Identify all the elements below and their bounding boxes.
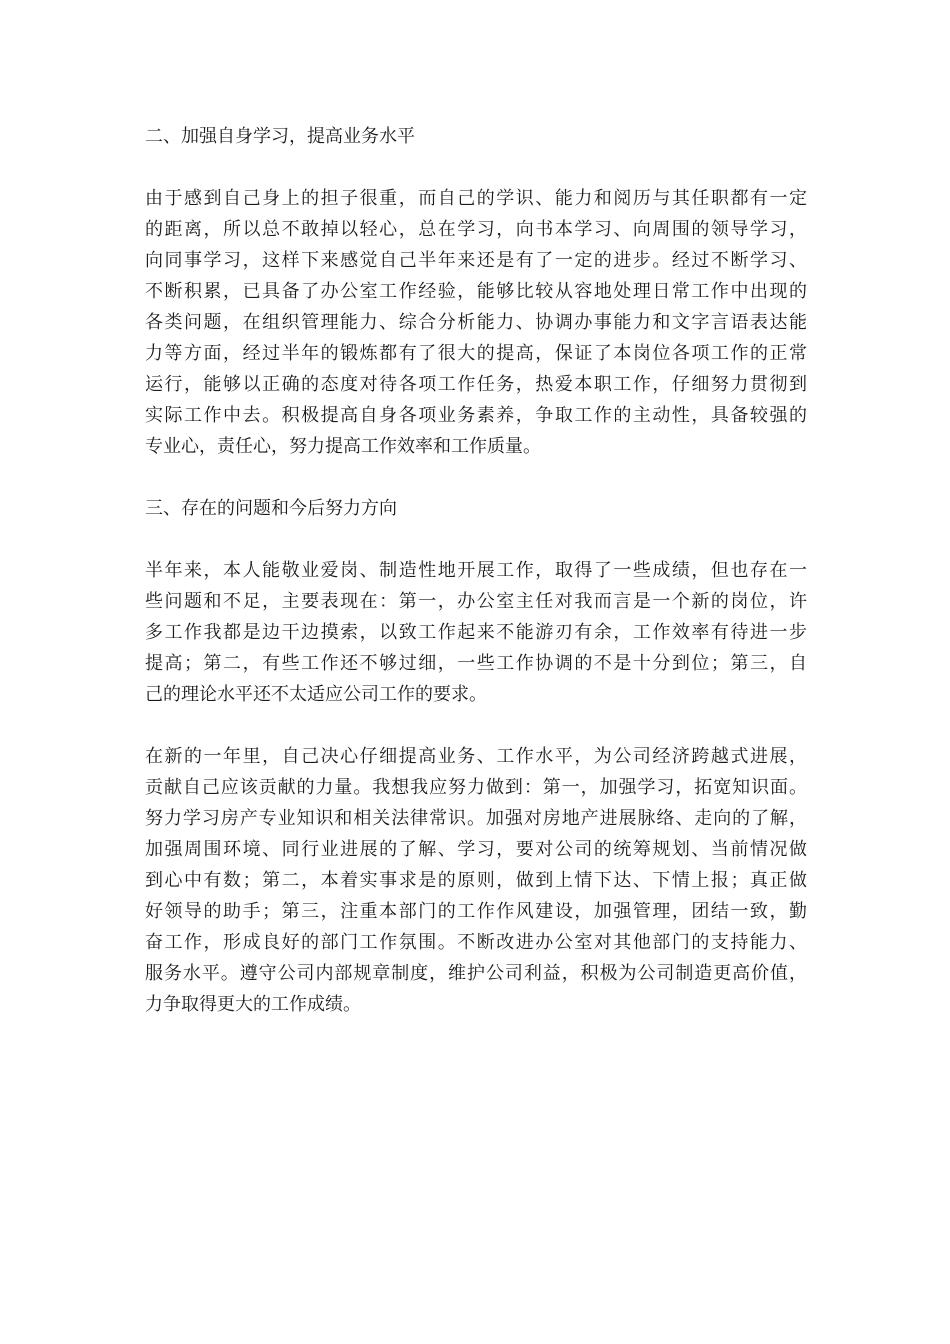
text-line: 运行，能够以正确的态度对待各项工作任务，热爱本职工作，仔细努力贯彻到 (145, 374, 807, 395)
section-heading: 三、存在的问题和今后努力方向 (145, 498, 397, 519)
text-line: 向同事学习，这样下来感觉自己半年来还是有了一定的进步。经过不断学习、 (145, 250, 807, 271)
spacer (145, 524, 807, 555)
paragraph (145, 555, 807, 710)
text-line: 专业心，责任心，努力提高工作效率和工作质量。 (145, 436, 541, 457)
text-line: 多工作我都是边干边摸索，以致工作起来不能游刃有余，工作效率有待进一步 (145, 622, 807, 643)
spacer (145, 152, 807, 183)
text-line: 奋工作，形成良好的部门工作氛围。不断改进办公室对其他部门的支持能力、 (145, 932, 807, 953)
text-line: 在新的一年里，自己决心仔细提高业务、工作水平，为公司经济跨越式进展， (145, 746, 807, 767)
text-line: 力等方面，经过半年的锻炼都有了很大的提高，保证了本岗位各项工作的正常 (145, 343, 807, 364)
text-line: 努力学习房产专业知识和相关法律常识。加强对房地产进展脉络、走向的了解， (145, 808, 807, 829)
paragraph (145, 183, 807, 462)
text-line: 力争取得更大的工作成绩。 (145, 994, 361, 1015)
text-line: 贡献自己应该贡献的力量。我想我应努力做到：第一，加强学习，拓宽知识面。 (145, 777, 807, 798)
text-line: 由于感到自己身上的担子很重，而自己的学识、能力和阅历与其任职都有一定 (145, 188, 807, 209)
text-line: 些问题和不足，主要表现在：第一，办公室主任对我而言是一个新的岗位，许 (145, 591, 807, 612)
text-line: 己的理论水平还不太适应公司工作的要求。 (145, 684, 487, 705)
text-line: 服务水平。遵守公司内部规章制度，维护公司利益，积极为公司制造更高价值， (145, 963, 807, 984)
text-line: 半年来，本人能敬业爱岗、制造性地开展工作，取得了一些成绩，但也存在一 (145, 560, 807, 581)
text-line: 提高；第二，有些工作还不够过细，一些工作协调的不是十分到位；第三，自 (145, 653, 807, 674)
text-line: 不断积累，已具备了办公室工作经验，能够比较从容地处理日常工作中出现的 (145, 281, 807, 302)
text-line: 实际工作中去。积极提高自身各项业务素养，争取工作的主动性，具备较强的 (145, 405, 807, 426)
paragraph (145, 741, 807, 1020)
text-line: 加强周围环境、同行业进展的了解、学习，要对公司的统筹规划、当前情况做 (145, 839, 807, 860)
text-line: 的距离，所以总不敢掉以轻心，总在学习，向书本学习、向周围的领导学习， (145, 219, 807, 240)
text-line: 各类问题，在组织管理能力、综合分析能力、协调办事能力和文字言语表达能 (145, 312, 807, 333)
text-line: 到心中有数；第二，本着实事求是的原则，做到上情下达、下情上报；真正做 (145, 870, 807, 891)
section-heading: 二、加强自身学习，提高业务水平 (145, 126, 415, 147)
document-body (145, 121, 807, 1020)
spacer (145, 710, 807, 741)
text-line: 好领导的助手；第三，注重本部门的工作作风建设，加强管理，团结一致，勤 (145, 901, 807, 922)
spacer (145, 462, 807, 493)
